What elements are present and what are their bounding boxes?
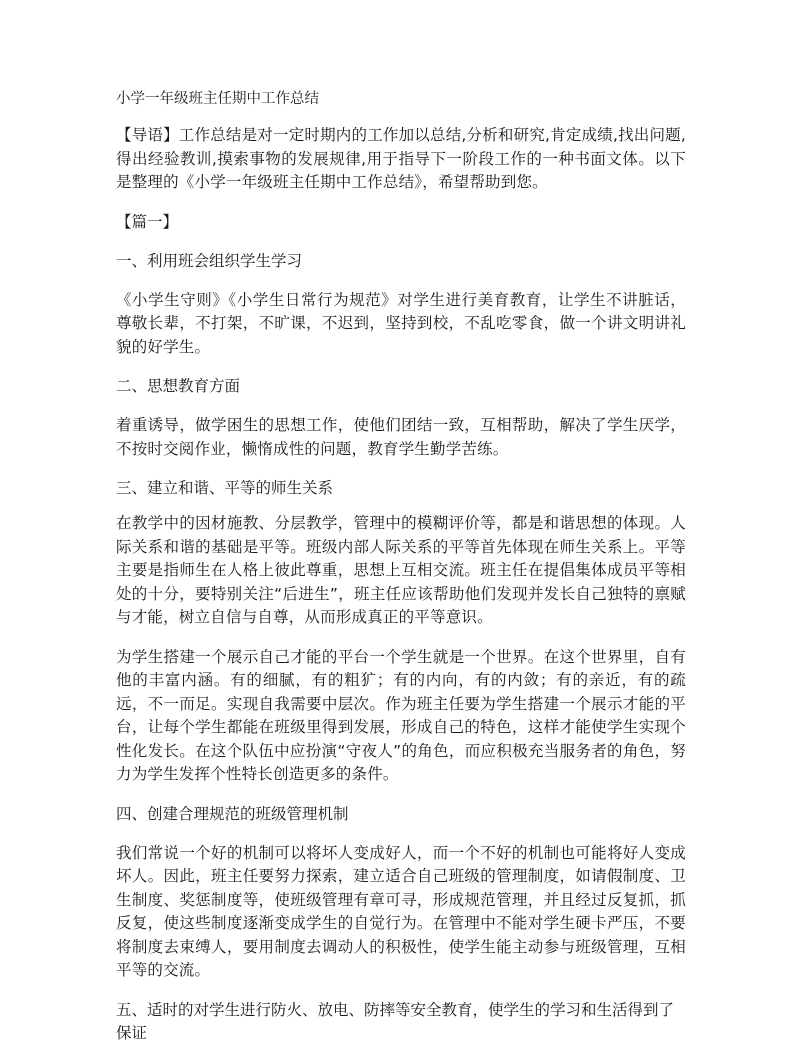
section-heading-3: 三、建立和谐、平等的师生关系: [116, 479, 334, 497]
section-heading-5: 五、适时的对学生进行防火、放电、防摔等安全教育，使学生的学习和生活得到了保证: [116, 1000, 675, 1042]
section-heading-4: 四、创建合理规范的班级管理机制: [116, 804, 349, 823]
document-page: [116, 88, 686, 1061]
section-heading-1: 一、利用班会组织学生学习: [116, 251, 303, 270]
section-4-paragraph-1: 我们常说一个好的机制可以将坏人变成好人，而一个不好的机制也可能将好人变成坏人。因此，班主任要努力探索，建立适合自己班级的管理制度，如请假制度、卫生制度、奖惩制度等，使班级管理有章可寻，形成规范管理，并且经过反复抓，抓反复，使这些制度逐渐变成学生的自觉行为。在管理中不能对学生硬卡严压，不要将制度去束缚人，要用制度去调动人的积极性，使学生能主动参与班级管理，互相平等的交流。: [116, 843, 686, 979]
section-2-paragraph-1: 着重诱导，做学困生的思想工作，使他们团结一致，互相帮助，解决了学生厌学，不按时交阅作业，懒惰成性的问题，教育学生勤学苦练。: [116, 416, 686, 458]
section-heading-2: 二、思想教育方面: [116, 377, 241, 395]
intro-paragraph: 【导语】工作总结是对一定时期内的工作加以总结,分析和研究,肯定成绩,找出问题,得出经验教训,摸索事物的发展规律,用于指导下一阶段工作的一种书面文体。以下是整理的《小学一年级班主任期中工作总结》，希望帮助到您。: [116, 126, 687, 191]
section-1-paragraph-1: 《小学生守则》《小学生日常行为规范》对学生进行美育教育，让学生不讲脏话，尊敬长辈，不打架，不旷课，不迟到，坚持到校，不乱吃零食，做一个讲文明讲礼貌的好学生。: [116, 290, 686, 356]
part-label: 【篇一】: [116, 212, 179, 231]
section-3-paragraph-1: 在教学中的因材施教、分层教学，管理中的模糊评价等，都是和谐思想的体现。人际关系和谐的基础是平等。班级内部人际关系的平等首先体现在师生关系上。平等主要是指师生在人格上彼此尊重，思想上互相交流。班主任在提倡集体成员平等相处的十分，要特别关注“后进生”，班主任应该帮助他们发现并发长自己独特的禀赋与才能，树立自信与自尊，从而形成真正的平等意识。: [116, 514, 686, 626]
section-3-paragraph-2: 为学生搭建一个展示自己才能的平台一个学生就是一个世界。在这个世界里，自有他的丰富内涵。有的细腻，有的粗犷；有的内向，有的内敛；有的亲近，有的疏远，不一而足。实现自我需要中层次。作为班主任要为学生搭建一个展示才能的平台，让每个学生都能在班级里得到发展，形成自己的特色，这样才能使学生实现个性化发长。在这个队伍中应扮演“守夜人”的角色，而应积极充当服务者的角色，努力为学生发挥个性特长创造更多的条件。: [116, 647, 686, 783]
document-title: 小学一年级班主任期中工作总结: [116, 91, 319, 107]
